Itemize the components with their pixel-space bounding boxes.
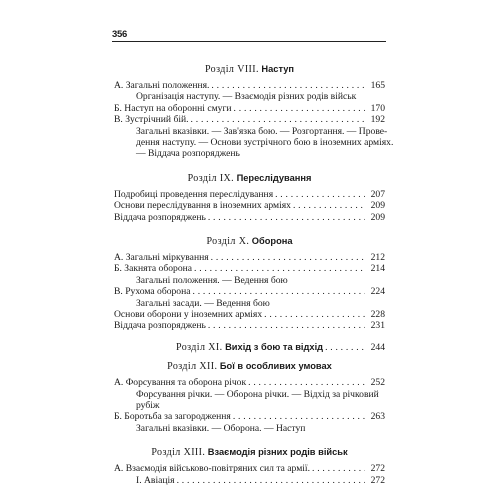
dot-leader [211, 252, 365, 263]
section-heading-xii: Розділ XII. Бої в особливих умовах [167, 361, 332, 373]
toc-entry[interactable]: Основи оборони у іноземних арміях . . . 228 [114, 309, 385, 320]
toc-subentry: Загальні засади. — Ведення бою [136, 297, 270, 309]
toc-subentry: рубіж [136, 399, 160, 411]
dot-leader [248, 377, 365, 388]
page-header [112, 29, 386, 43]
toc-subentry: Загальні вказівки. — Зав'язка бою. — Розгортання. — Прове- [136, 125, 388, 137]
table-of-contents [114, 62, 394, 486]
toc-entry[interactable]: В. Зустрічний бій. . . . 192 [114, 114, 385, 125]
dot-leader [325, 342, 365, 353]
dot-leader [177, 475, 365, 486]
dot-leader [293, 200, 365, 211]
header-rule [112, 41, 386, 42]
toc-entry[interactable]: А. Загальні міркування . . . 212 [114, 252, 385, 263]
dot-leader [234, 103, 365, 114]
dot-leader [193, 286, 366, 297]
section-heading-x: Розділ X. Оборона [206, 235, 293, 247]
dot-leader [312, 463, 365, 474]
toc-entry[interactable]: Б. Закнята оборона . . . 214 [114, 263, 385, 274]
dot-leader [208, 320, 365, 331]
dot-leader [275, 189, 365, 200]
dot-leader [191, 114, 365, 125]
toc-entry[interactable]: Віддача розпоряджень . . . 231 [114, 320, 385, 331]
toc-entry[interactable]: Подробиці проведення переслідування . . . 207 [114, 189, 385, 200]
toc-subentry: дення наступу. — Основи зустрічного бою в іноземних арміях. [136, 136, 394, 148]
dot-leader [208, 212, 365, 223]
toc-subentry: Форсування річки. — Оборона річки. — Відхід за річковий [136, 388, 379, 400]
toc-entry[interactable]: І. Авіація . . . 272 [114, 475, 385, 486]
page-number: 356 [112, 29, 127, 40]
toc-subentry: Організація наступу. — Взаємодія різних родів військ [136, 91, 357, 103]
toc-subentry: Загальні вказівки. — Оборона. — Наступ [136, 422, 306, 434]
dot-leader [233, 411, 365, 422]
dot-leader [264, 309, 365, 320]
section-heading-viii: Розділ VIII. Наступ [204, 64, 295, 75]
section-heading-xiii: Розділ XIII. Взаємодія різних родів військ [151, 447, 348, 459]
toc-subentry: Загальні положення. — Ведення бою [136, 274, 288, 286]
section-heading-xi[interactable]: Розділ XI. Вихід з бою та відхід . . . 244 [114, 342, 385, 353]
dot-leader [211, 80, 365, 91]
toc-entry[interactable]: Основи переслідування в іноземних арміях . . . 209 [114, 200, 385, 211]
toc-entry[interactable]: Б. Наступ на оборонні смуги . . . 170 [114, 103, 385, 114]
toc-entry[interactable]: В. Рухома оборона . . . 224 [114, 286, 385, 297]
toc-entry[interactable]: А. Загальні положення. . . . 165 [114, 80, 385, 91]
toc-entry[interactable]: Віддача розпоряджень . . . 209 [114, 212, 385, 223]
toc-entry[interactable]: А. Взаємодія військово-повітряних сил та армії. . . . 272 [114, 463, 385, 474]
section-heading-ix: Розділ IX. Переслідування [187, 172, 312, 184]
toc-subentry: — Віддача розпоряджень [136, 148, 240, 160]
toc-entry[interactable]: А. Форсування та оборона річок . . . 252 [114, 377, 385, 388]
dot-leader [194, 263, 365, 274]
toc-entry[interactable]: Б. Боротьба за загородження . . . 263 [114, 411, 385, 422]
